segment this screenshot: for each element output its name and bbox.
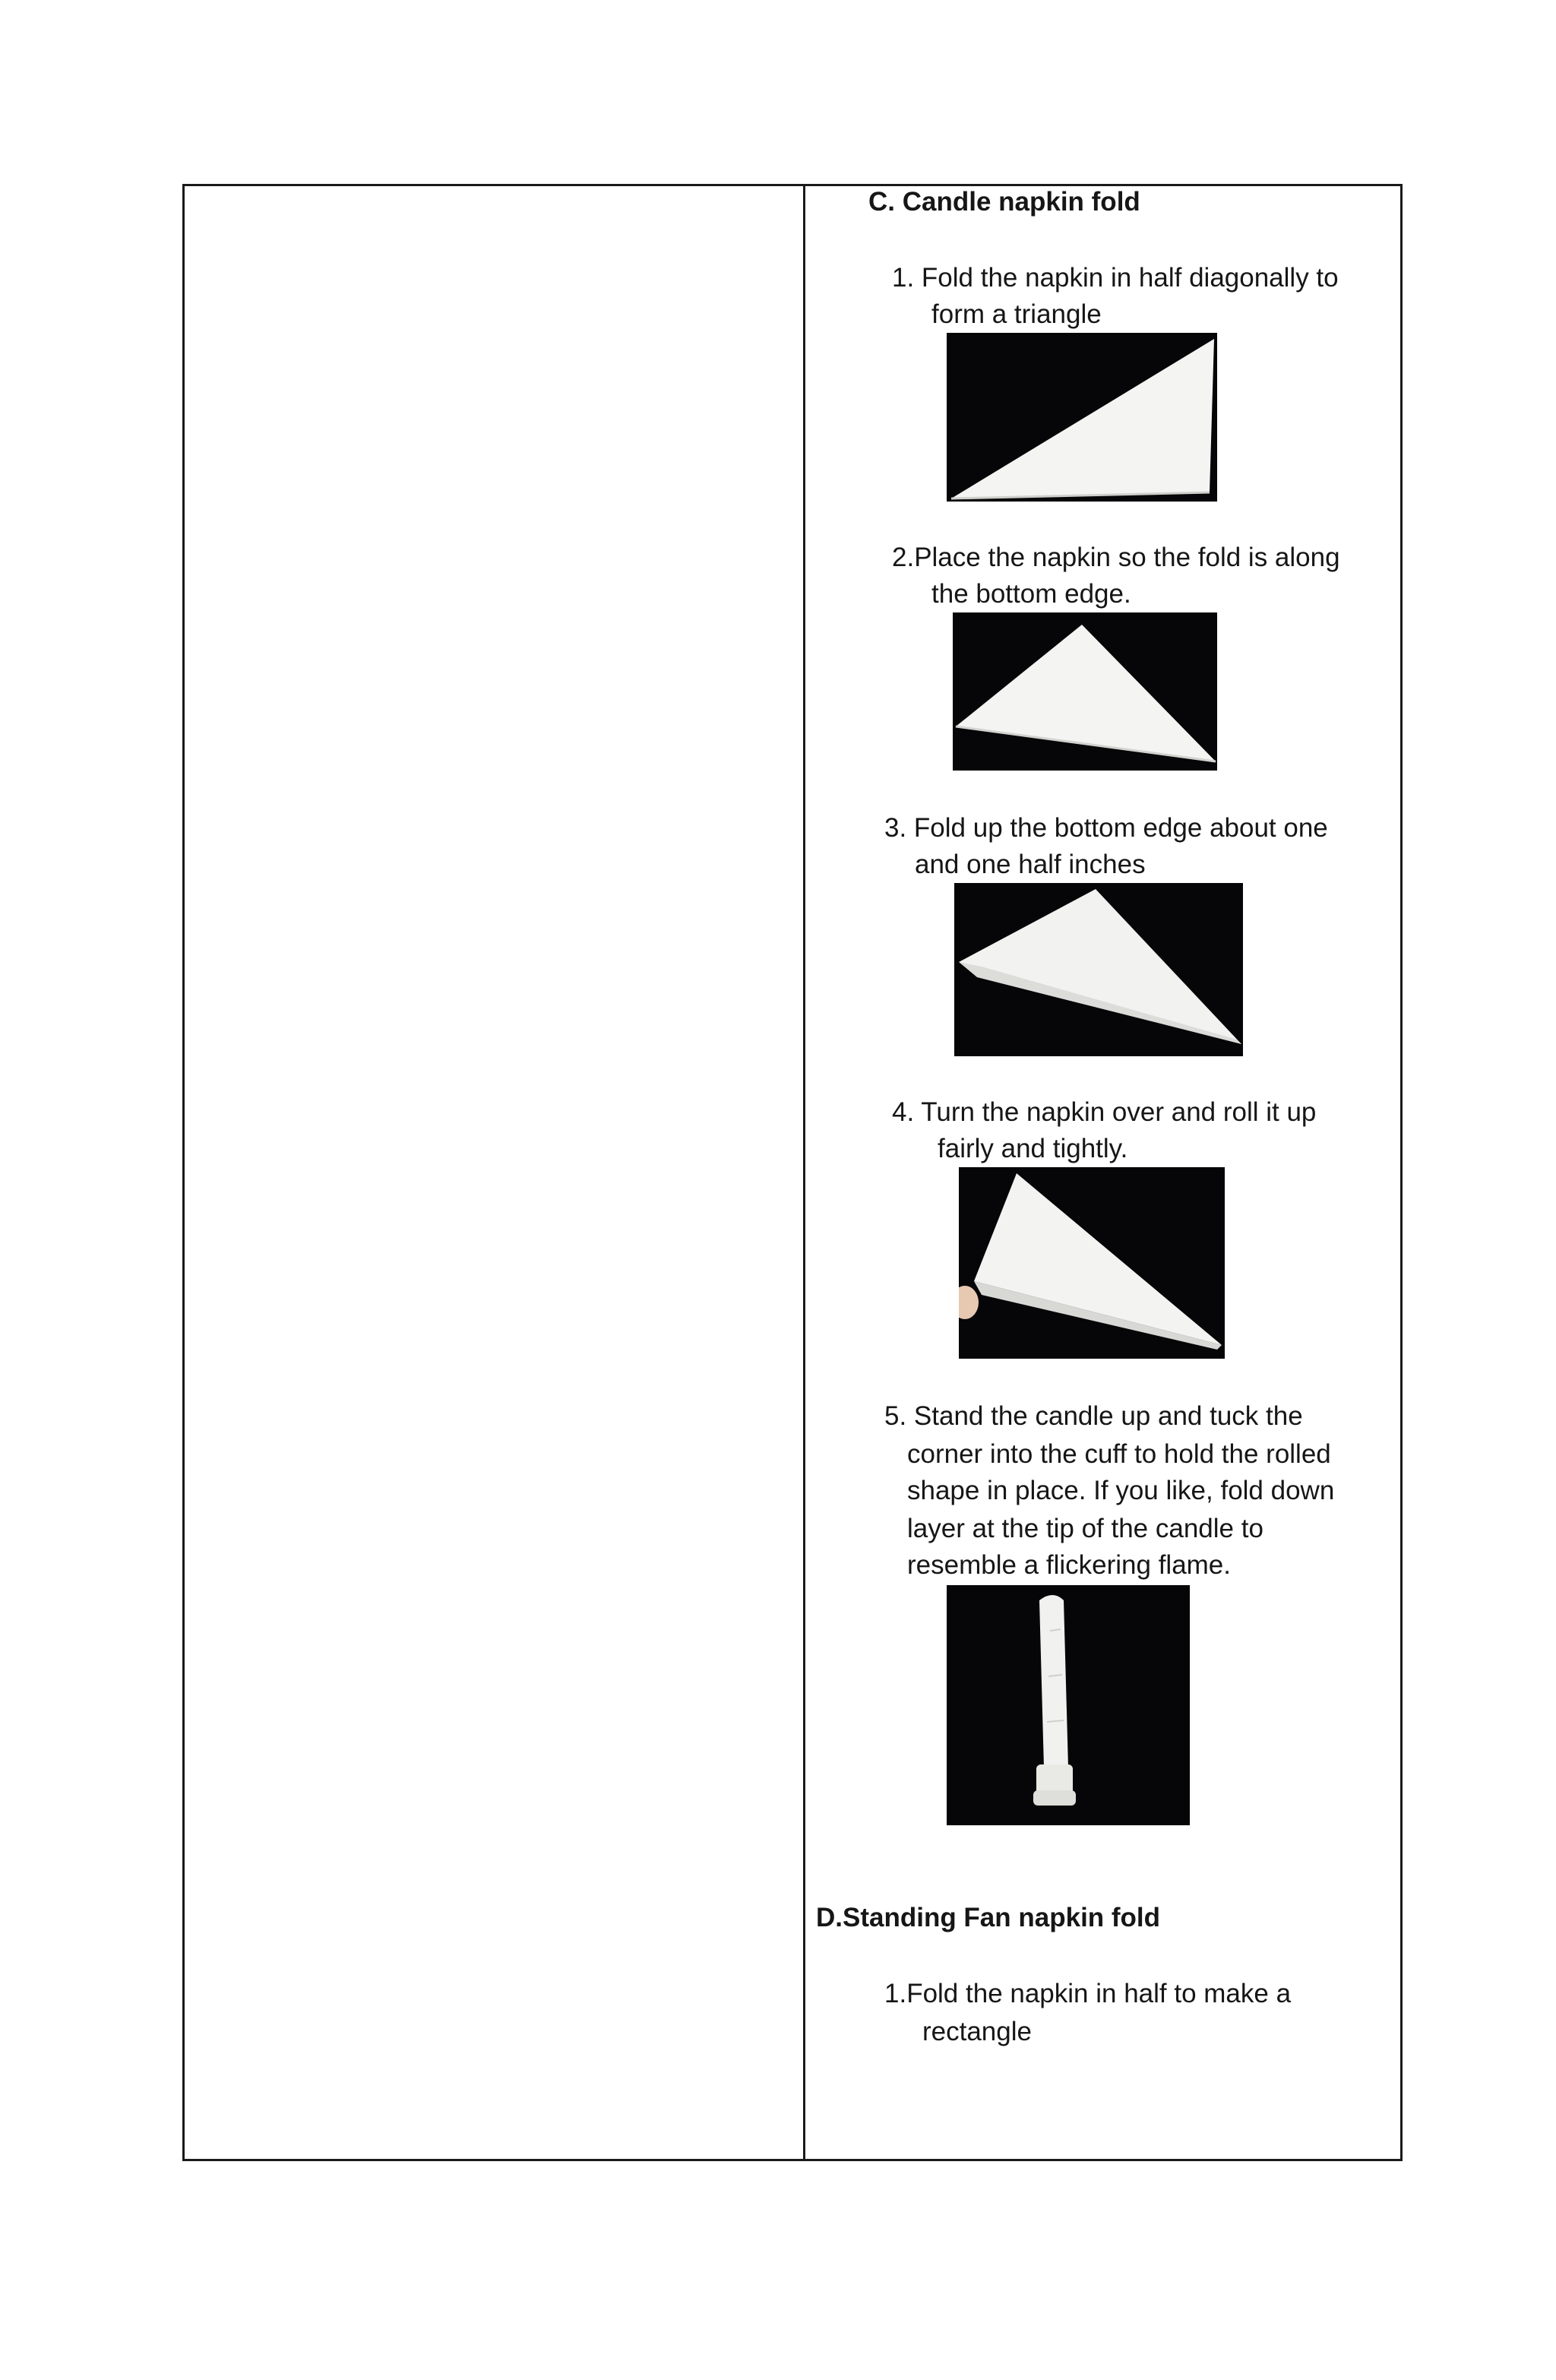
section-d-step-1-line-2: rectangle: [922, 2017, 1032, 2046]
step-5-line-3: shape in place. If you like, fold down: [907, 1476, 1335, 1505]
section-d-step-1-line-1: 1.Fold the napkin in half to make a: [884, 1979, 1292, 2008]
step-1-line-2: form a triangle: [931, 299, 1102, 329]
step-3-line-1: 3. Fold up the bottom edge about one: [884, 813, 1328, 843]
step-1-line-1: 1. Fold the napkin in half diagonally to: [892, 263, 1339, 293]
step-5-line-2: corner into the cuff to hold the rolled: [907, 1439, 1331, 1469]
step-2-line-2: the bottom edge.: [931, 579, 1131, 609]
step-4-line-2: fairly and tightly.: [938, 1134, 1128, 1163]
step-4-line-1: 4. Turn the napkin over and roll it up: [892, 1097, 1317, 1127]
step-3-line-2: and one half inches: [915, 850, 1146, 879]
step-5-line-4: layer at the tip of the candle to: [907, 1514, 1263, 1543]
section-c-title: C. Candle napkin fold: [868, 187, 1140, 217]
step-3-photo: [954, 883, 1243, 1056]
step-4-photo: [959, 1167, 1225, 1359]
column-divider: [803, 186, 805, 2159]
step-5-photo: [947, 1585, 1190, 1825]
step-5-line-1: 5. Stand the candle up and tuck the: [884, 1401, 1303, 1431]
step-5-line-5: resemble a flickering flame.: [907, 1550, 1231, 1580]
step-1-photo: [947, 333, 1217, 502]
section-d-title: D.Standing Fan napkin fold: [816, 1903, 1161, 1932]
step-2-line-1: 2.Place the napkin so the fold is along: [892, 543, 1340, 572]
step-2-photo: [953, 612, 1217, 771]
